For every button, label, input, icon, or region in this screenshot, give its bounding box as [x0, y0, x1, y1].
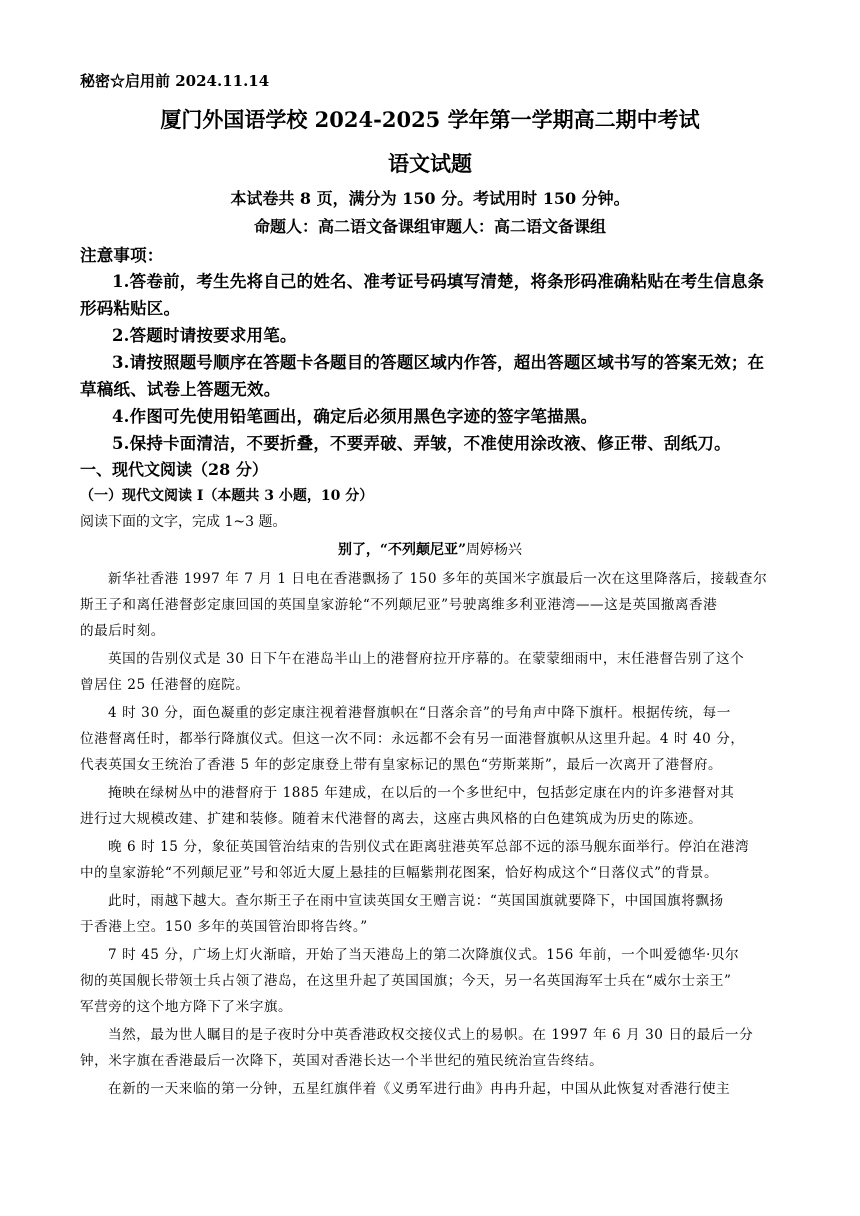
reading-instruction: 阅读下面的文字，完成 1~3 题。	[80, 514, 287, 530]
article-title-line	[0, 539, 860, 559]
article-line: 新华社香港 1997 年 7 月 1 日电在香港飘扬了 150 多年的英国米字旗最后一次在这里降落后，接载查尔	[108, 571, 768, 587]
article-line: 晚 6 时 15 分，象征英国管治结束的告别仪式在距离驻港英军总部不远的添马舰东面举行。停泊在港湾	[108, 839, 750, 855]
notice-item: 草稿纸、试卷上答题无效。	[80, 380, 281, 399]
article-line: 曾居住 25 任港督的庭院。	[80, 677, 250, 693]
article-line: 当然，最为世人瞩目的是子夜时分中英香港政权交接仪式上的易帜。在 1997 年 6 月 30 日的最后一分	[108, 1027, 754, 1043]
article-line: 此时，雨越下越大。查尔斯王子在雨中宣读英国女王赠言说：“英国国旗就要降下，中国国旗将飘扬	[108, 893, 724, 909]
notice-item: 形码粘贴区。	[80, 299, 181, 318]
notice-item: 2.答题时请按要求用笔。	[112, 326, 297, 345]
notice-item: 3.请按照题号顺序在答题卡各题目的答题区域内作答，超出答题区域书写的答案无效；在	[112, 353, 765, 372]
article-line: 军营旁的这个地方降下了米字旗。	[80, 999, 293, 1015]
article-line: 7 时 45 分，广场上灯火渐暗，开始了当天港岛上的第二次降旗仪式。156 年前，一个叫爱德华·贝尔	[108, 947, 740, 963]
article-line: 于香港上空。150 多年的英国管治即将告终。”	[80, 919, 368, 935]
article-line: 彻的英国舰长带领士兵占领了港岛，在这里升起了英国国旗；今天，另一名英国海军士兵在“威尔士亲王”	[80, 973, 732, 989]
article-line: 掩映在绿树丛中的港督府于 1885 年建成，在以后的一个多世纪中，包括彭定康在内的许多港督对其	[108, 785, 735, 801]
notice-item: 4.作图可先使用铅笔画出，确定后必须用黑色字迹的签字笔描黑。	[112, 407, 598, 426]
subsection-heading: （一）现代文阅读 I（本题共 3 小题，10 分）	[80, 488, 374, 504]
notice-item: 1.答卷前，考生先将自己的姓名、准考证号码填写清楚，将条形码准确粘贴在考生信息条	[112, 272, 765, 291]
article-line: 在新的一天来临的第一分钟，五星红旗伴着《义勇军进行曲》冉冉升起，中国从此恢复对香港行使主	[108, 1081, 731, 1097]
article-line: 英国的告别仪式是 30 日下午在港岛半山上的港督府拉开序幕的。在蒙蒙细雨中，末任港督告别了这个	[108, 651, 745, 667]
article-line: 进行过大规模改建、扩建和装修。随着末代港督的离去，这座古典风格的白色建筑成为历史的陈迹。	[80, 811, 703, 827]
confidential-mark: 秘密☆启用前 2024.11.14	[80, 72, 270, 90]
article-line: 代表英国女王统治了香港 5 年的彭定康登上带有皇家标记的黑色“劳斯莱斯”，最后一次离开了港督府。	[80, 757, 723, 773]
section-heading: 一、现代文阅读（28 分）	[80, 460, 268, 479]
article-line: 中的皇家游轮“不列颠尼亚”号和邻近大厦上悬挂的巨幅紫荆花图案，恰好构成这个“日落仪式”的背景。	[80, 865, 719, 881]
notice-item: 5.保持卡面清洁，不要折叠，不要弄破、弄皱，不准使用涂改液、修正带、刮纸刀。	[112, 434, 731, 453]
exam-info-authors: 命题人：高二语文备课组审题人：高二语文备课组	[253, 217, 606, 236]
article-line: 斯王子和离任港督彭定康回国的英国皇家游轮“不列颠尼亚”号驶离维多利亚港湾——这是英国撤离香港	[80, 597, 718, 613]
article-title: 别了，“不列颠尼亚”	[337, 542, 467, 558]
notice-heading: 注意事项：	[80, 246, 164, 265]
article-line: 的最后时刻。	[80, 623, 165, 639]
exam-subtitle: 语文试题	[388, 151, 472, 176]
article-line: 钟，米字旗在香港最后一次降下，英国对香港长达一个半世纪的殖民统治宣告终结。	[80, 1053, 604, 1069]
article-line: 位港督离任时，都举行降旗仪式。但这一次不同：永远都不会有另一面港督旗帜从这里升起。4 时 40 分，	[80, 731, 745, 747]
article-author: 周婷杨兴	[466, 542, 523, 558]
exam-info-pages: 本试卷共 8 页，满分为 150 分。考试用时 150 分钟。	[230, 189, 630, 208]
exam-title: 厦门外国语学校 2024-2025 学年第一学期高二期中考试	[160, 107, 700, 132]
article-line: 4 时 30 分，面色凝重的彭定康注视着港督旗帜在“日落余音”的号角声中降下旗杆。根据传统，每一	[108, 705, 731, 721]
